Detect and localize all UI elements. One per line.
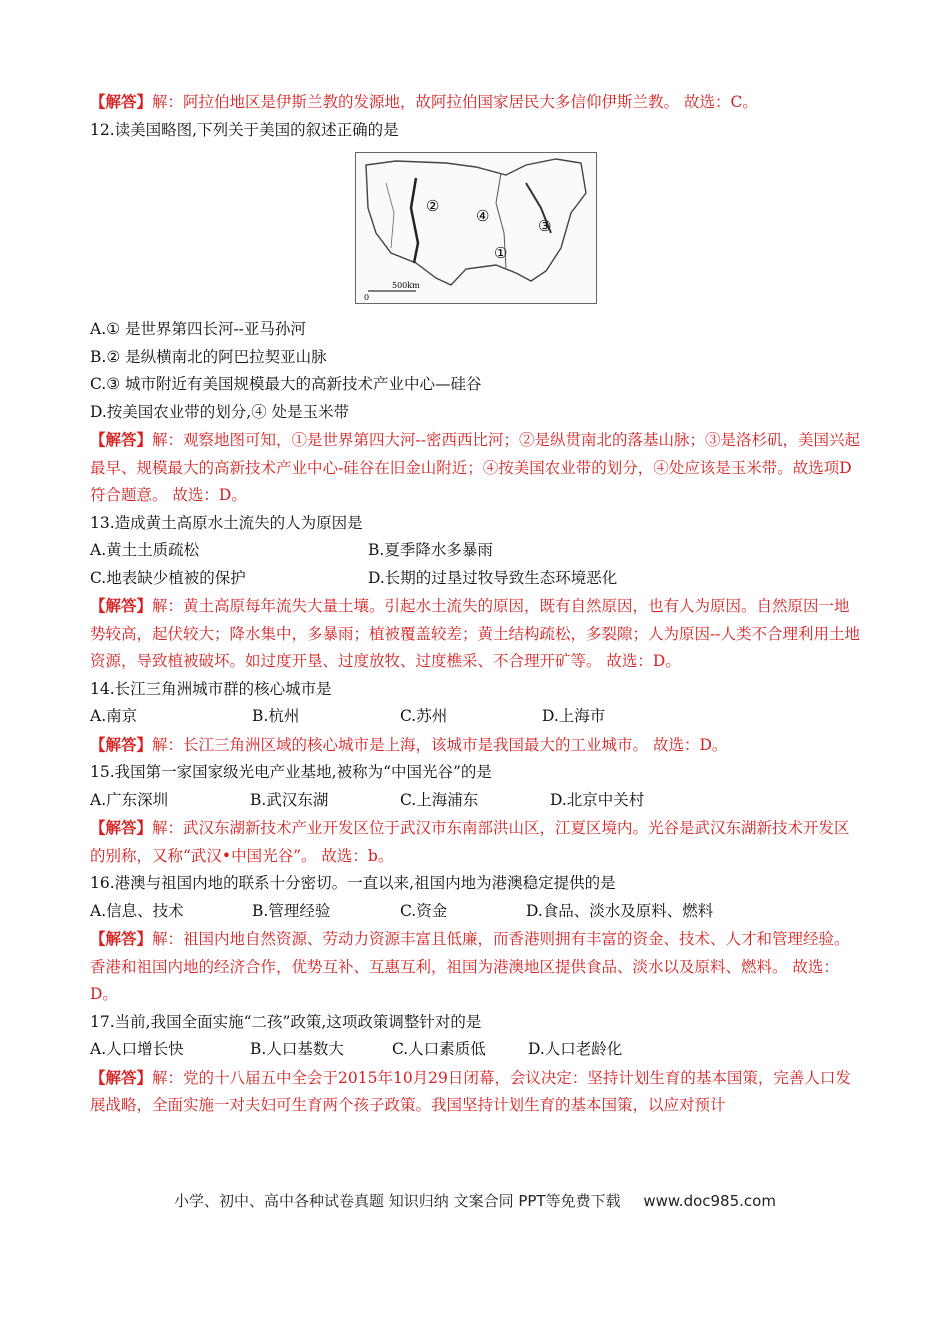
footer-link[interactable]: www.doc985.com — [643, 1192, 776, 1210]
q12-option-d: D.按美国农业带的划分,④ 处是玉米带 — [90, 402, 350, 421]
question-12: 12.读美国略图,下列关于美国的叙述正确的是 — [90, 120, 399, 139]
q17-option-d: D.人口老龄化 — [528, 1040, 623, 1058]
q13-option-c: C.地表缺少植被的保护 — [90, 568, 246, 587]
q12-option-a: A.① 是世界第四长河--亚马孙河 — [90, 320, 306, 338]
question-15: 15.我国第一家国家级光电产业基地,被称为“中国光谷”的是 — [90, 763, 492, 781]
map-scale-label: 500km — [392, 281, 420, 290]
question-16: 16.港澳与祖国内地的联系十分密切。一直以来,祖国内地为港澳稳定提供的是 — [90, 874, 616, 892]
question-14: 14.长江三角洲城市群的核心城市是 — [90, 679, 332, 698]
q13-options-row2 — [90, 565, 865, 593]
answer-q12: 【解答】解：观察地图可知，①是世界第四大河--密西西比河；②是纵贯南北的落基山脉；③是洛杉矶，美国兴起最早、规模最大的高新技术产业中心-硅谷在旧金山附近；④按美国农业带的划分，④处应该是玉米带。故选项D符合题意。 故选：D。 — [90, 430, 860, 504]
footer-text: 小学、初中、高中各种试卷真题 知识归纳 文案合同 PPT等免费下载 — [174, 1192, 621, 1210]
answer-label: 【解答】 — [90, 734, 153, 754]
q12-option-b: B.② 是纵横南北的阿巴拉契亚山脉 — [90, 347, 327, 366]
answer-label: 【解答】 — [90, 929, 153, 948]
answer-label: 【解答】 — [90, 430, 153, 449]
q14-option-b: B.杭州 — [252, 707, 300, 725]
q15-option-c: C.上海浦东 — [400, 790, 479, 809]
usa-map-figure — [355, 152, 597, 304]
question-13: 13.造成黄土高原水土流失的人为原因是 — [90, 513, 363, 532]
q13-option-a: A.黄土土质疏松 — [90, 541, 200, 559]
q15-options — [90, 787, 865, 815]
q17-option-c: C.人口素质低 — [392, 1040, 486, 1058]
q14-option-a: A.南京 — [90, 707, 138, 725]
answer-q17: 【解答】解：党的十八届五中全会于2015年10月29日闭幕，会议决定：坚持计划生育的基本国策，完善人口发展战略，全面实施一对夫妇可生育两个孩子政策。我国坚持计划生育的基本国策，以应对预计 — [90, 1067, 851, 1114]
question-17: 17.当前,我国全面实施“二孩”政策,这项政策调整针对的是 — [90, 1012, 482, 1031]
map-label-1: ① — [494, 244, 508, 262]
q13-options-row1 — [90, 537, 865, 565]
map-label-3: ③ — [538, 217, 552, 235]
q14-options — [90, 703, 865, 731]
q13-option-d: D.长期的过垦过牧导致生态环境恶化 — [368, 568, 618, 587]
q15-option-d: D.北京中关村 — [550, 790, 645, 809]
answer-q13: 【解答】解：黄土高原每年流失大量土壤。引起水土流失的原因，既有自然原因，也有人为原因。自然原因一地势较高，起伏较大；降水集中，多暴雨；植被覆盖较差；黄土结构疏松，多裂隙；人为原因--人类不合理利用土地资源，导致植被破坏。如过度开垦、过度放牧、过度樵采、不合理开矿等。 故选：D。 — [90, 596, 860, 670]
page-footer — [0, 1190, 950, 1211]
q17-option-a: A.人口增长快 — [90, 1040, 184, 1058]
q17-options — [90, 1036, 865, 1064]
q16-option-a: A.信息、技术 — [90, 901, 184, 920]
answer-q16: 【解答】解：祖国内地自然资源、劳动力资源丰富且低廉，而香港则拥有丰富的资金、技术、人才和管理经验。香港和祖国内地的经济合作，优势互补、互惠互利，祖国为港澳地区提供食品、淡水以及原料、燃料。 故选：D。 — [90, 929, 850, 1003]
answer-q15: 【解答】解：武汉东湖新技术产业开发区位于武汉市东南部洪山区，江夏区境内。光谷是武汉东湖新技术开发区的别称，又称“武汉•中国光谷”。 故选：b。 — [90, 818, 850, 865]
q16-option-c: C.资金 — [400, 901, 448, 920]
map-scale-zero: 0 — [364, 293, 370, 302]
answer-label: 【解答】 — [90, 92, 153, 111]
q15-option-a: A.广东深圳 — [90, 790, 169, 809]
q13-option-b: B.夏季降水多暴雨 — [368, 541, 493, 559]
q16-option-d: D.食品、淡水及原料、燃料 — [526, 901, 714, 920]
answer-label: 【解答】 — [90, 596, 153, 615]
usa-map-drawing — [356, 153, 596, 303]
map-label-2: ② — [426, 197, 440, 215]
document-body — [90, 88, 865, 1120]
answer-label: 【解答】 — [90, 1067, 153, 1087]
answer-label: 【解答】 — [90, 818, 153, 837]
map-label-4: ④ — [476, 207, 490, 225]
answer-q14: 【解答】解：长江三角洲区域的核心城市是上海，该城市是我国最大的工业城市。 故选：D。 — [90, 734, 728, 754]
q14-option-c: C.苏州 — [400, 707, 448, 725]
answer-q11: 【解答】解：阿拉伯地区是伊斯兰教的发源地，故阿拉伯国家居民大多信仰伊斯兰教。 故选：C。 — [90, 92, 758, 111]
q14-option-d: D.上海市 — [542, 707, 606, 725]
q16-options — [90, 898, 865, 926]
q16-option-b: B.管理经验 — [252, 901, 331, 920]
q12-option-c: C.③ 城市附近有美国规模最大的高新技术产业中心—硅谷 — [90, 375, 482, 393]
q15-option-b: B.武汉东湖 — [250, 790, 329, 809]
q17-option-b: B.人口基数大 — [250, 1040, 344, 1058]
